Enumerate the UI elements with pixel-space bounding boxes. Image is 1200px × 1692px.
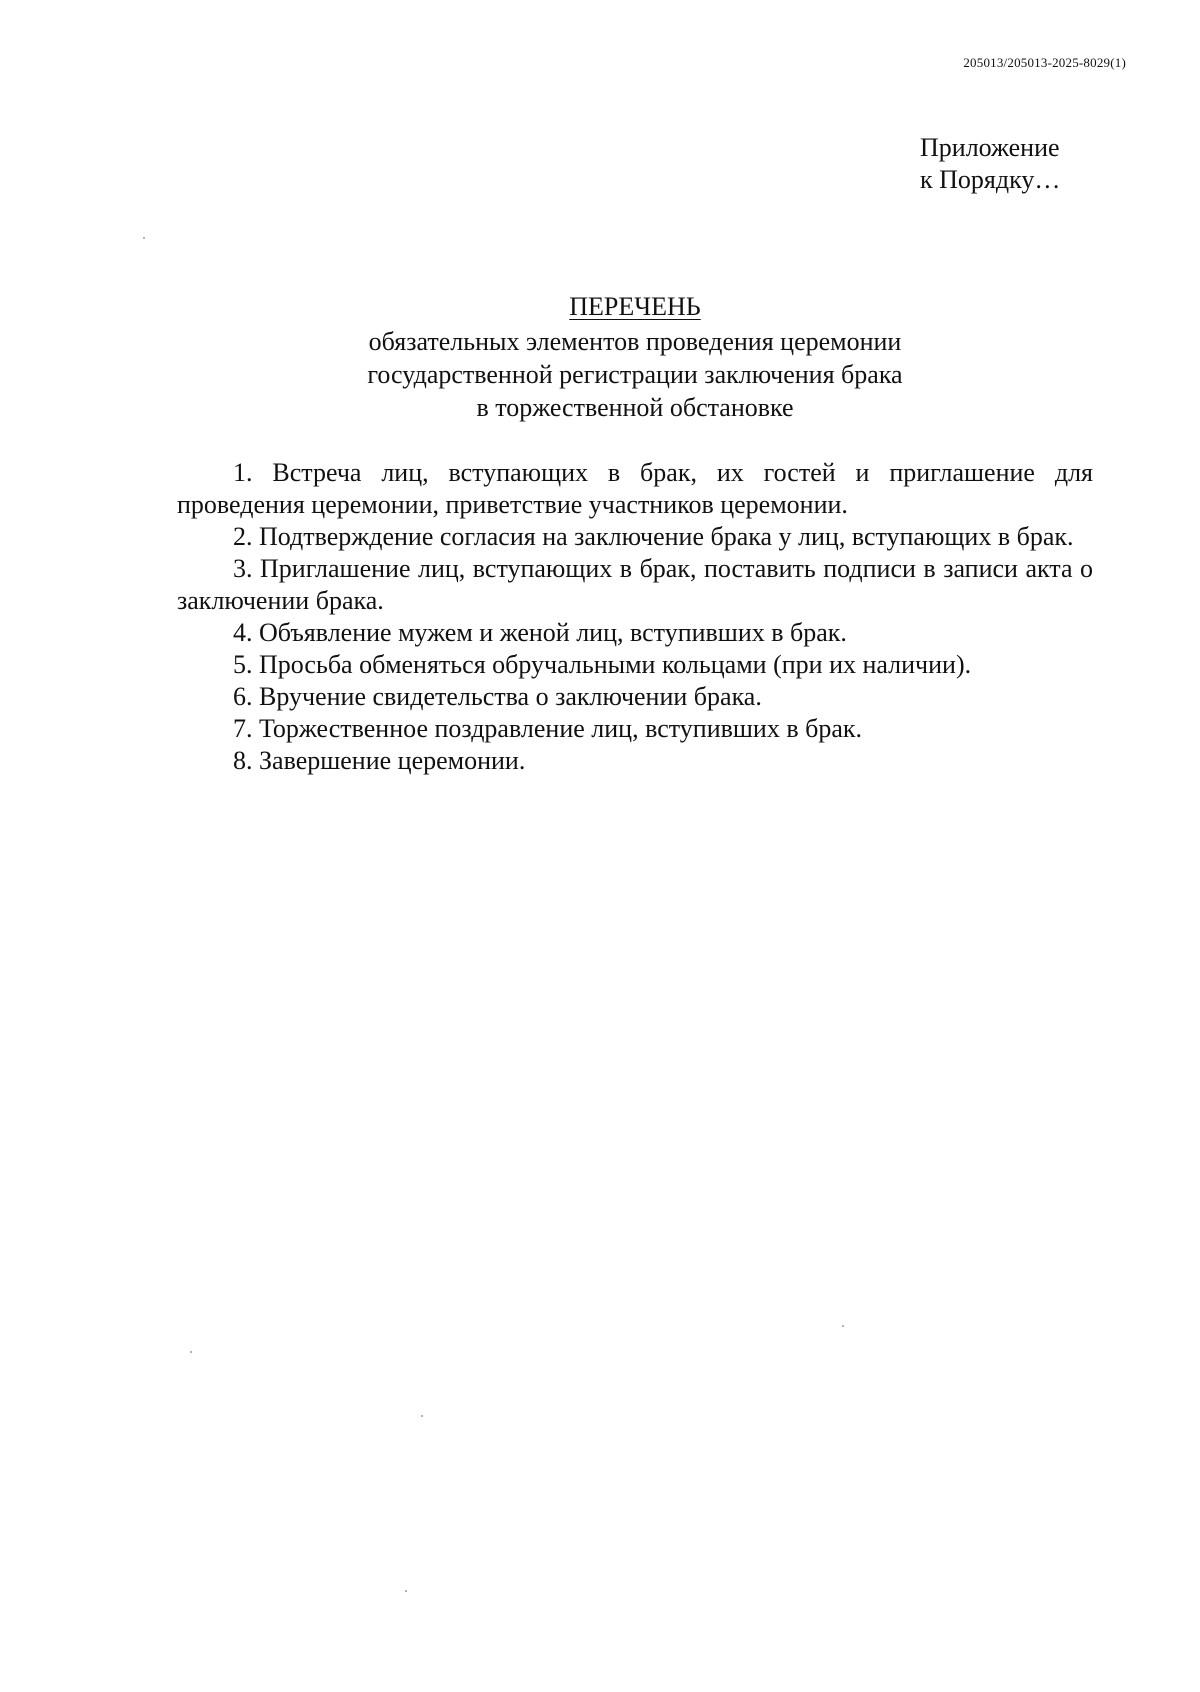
scan-speck (842, 1325, 844, 1327)
list-item: 8. Завершение церемонии. (233, 746, 526, 775)
appendix-line-1: Приложение (920, 133, 1060, 162)
list-item: 5. Просьба обменяться обручальными кольцами (при их наличии). (233, 650, 972, 679)
document-id: 205013/205013-2025-8029(1) (963, 55, 1126, 70)
appendix-line-2: к Порядку… (920, 165, 1061, 194)
title-block (180, 290, 1090, 424)
list-item: 2. Подтверждение согласия на заключение брака у лиц, вступающих в брак. (233, 522, 1074, 551)
scan-speck (421, 1415, 423, 1417)
list-item: 4. Объявление мужем и женой лиц, вступивших в брак. (233, 618, 847, 647)
list-item: 1. Встреча лиц, вступающих в брак, их гостей и приглашение для проведения церемонии, приветствие участников церемонии. (177, 458, 1093, 519)
subtitle-line-2: государственной регистрации заключения брака (367, 360, 903, 389)
scan-speck (405, 1590, 407, 1592)
list-item: 3. Приглашение лиц, вступающих в брак, поставить подписи в записи акта о заключении брака. (177, 554, 1093, 615)
subtitle-line-3: в торжественной обстановке (476, 393, 794, 422)
appendix-note (920, 132, 1060, 196)
scan-speck (190, 1351, 192, 1353)
list-item: 6. Вручение свидетельства о заключении брака. (233, 682, 762, 711)
ceremony-items-list (177, 457, 1093, 777)
list-item: 7. Торжественное поздравление лиц, вступивших в брак. (233, 714, 862, 743)
page-title: ПЕРЕЧЕНЬ (569, 292, 701, 321)
subtitle-line-1: обязательных элементов проведения церемонии (368, 327, 902, 356)
scan-speck (143, 237, 145, 239)
